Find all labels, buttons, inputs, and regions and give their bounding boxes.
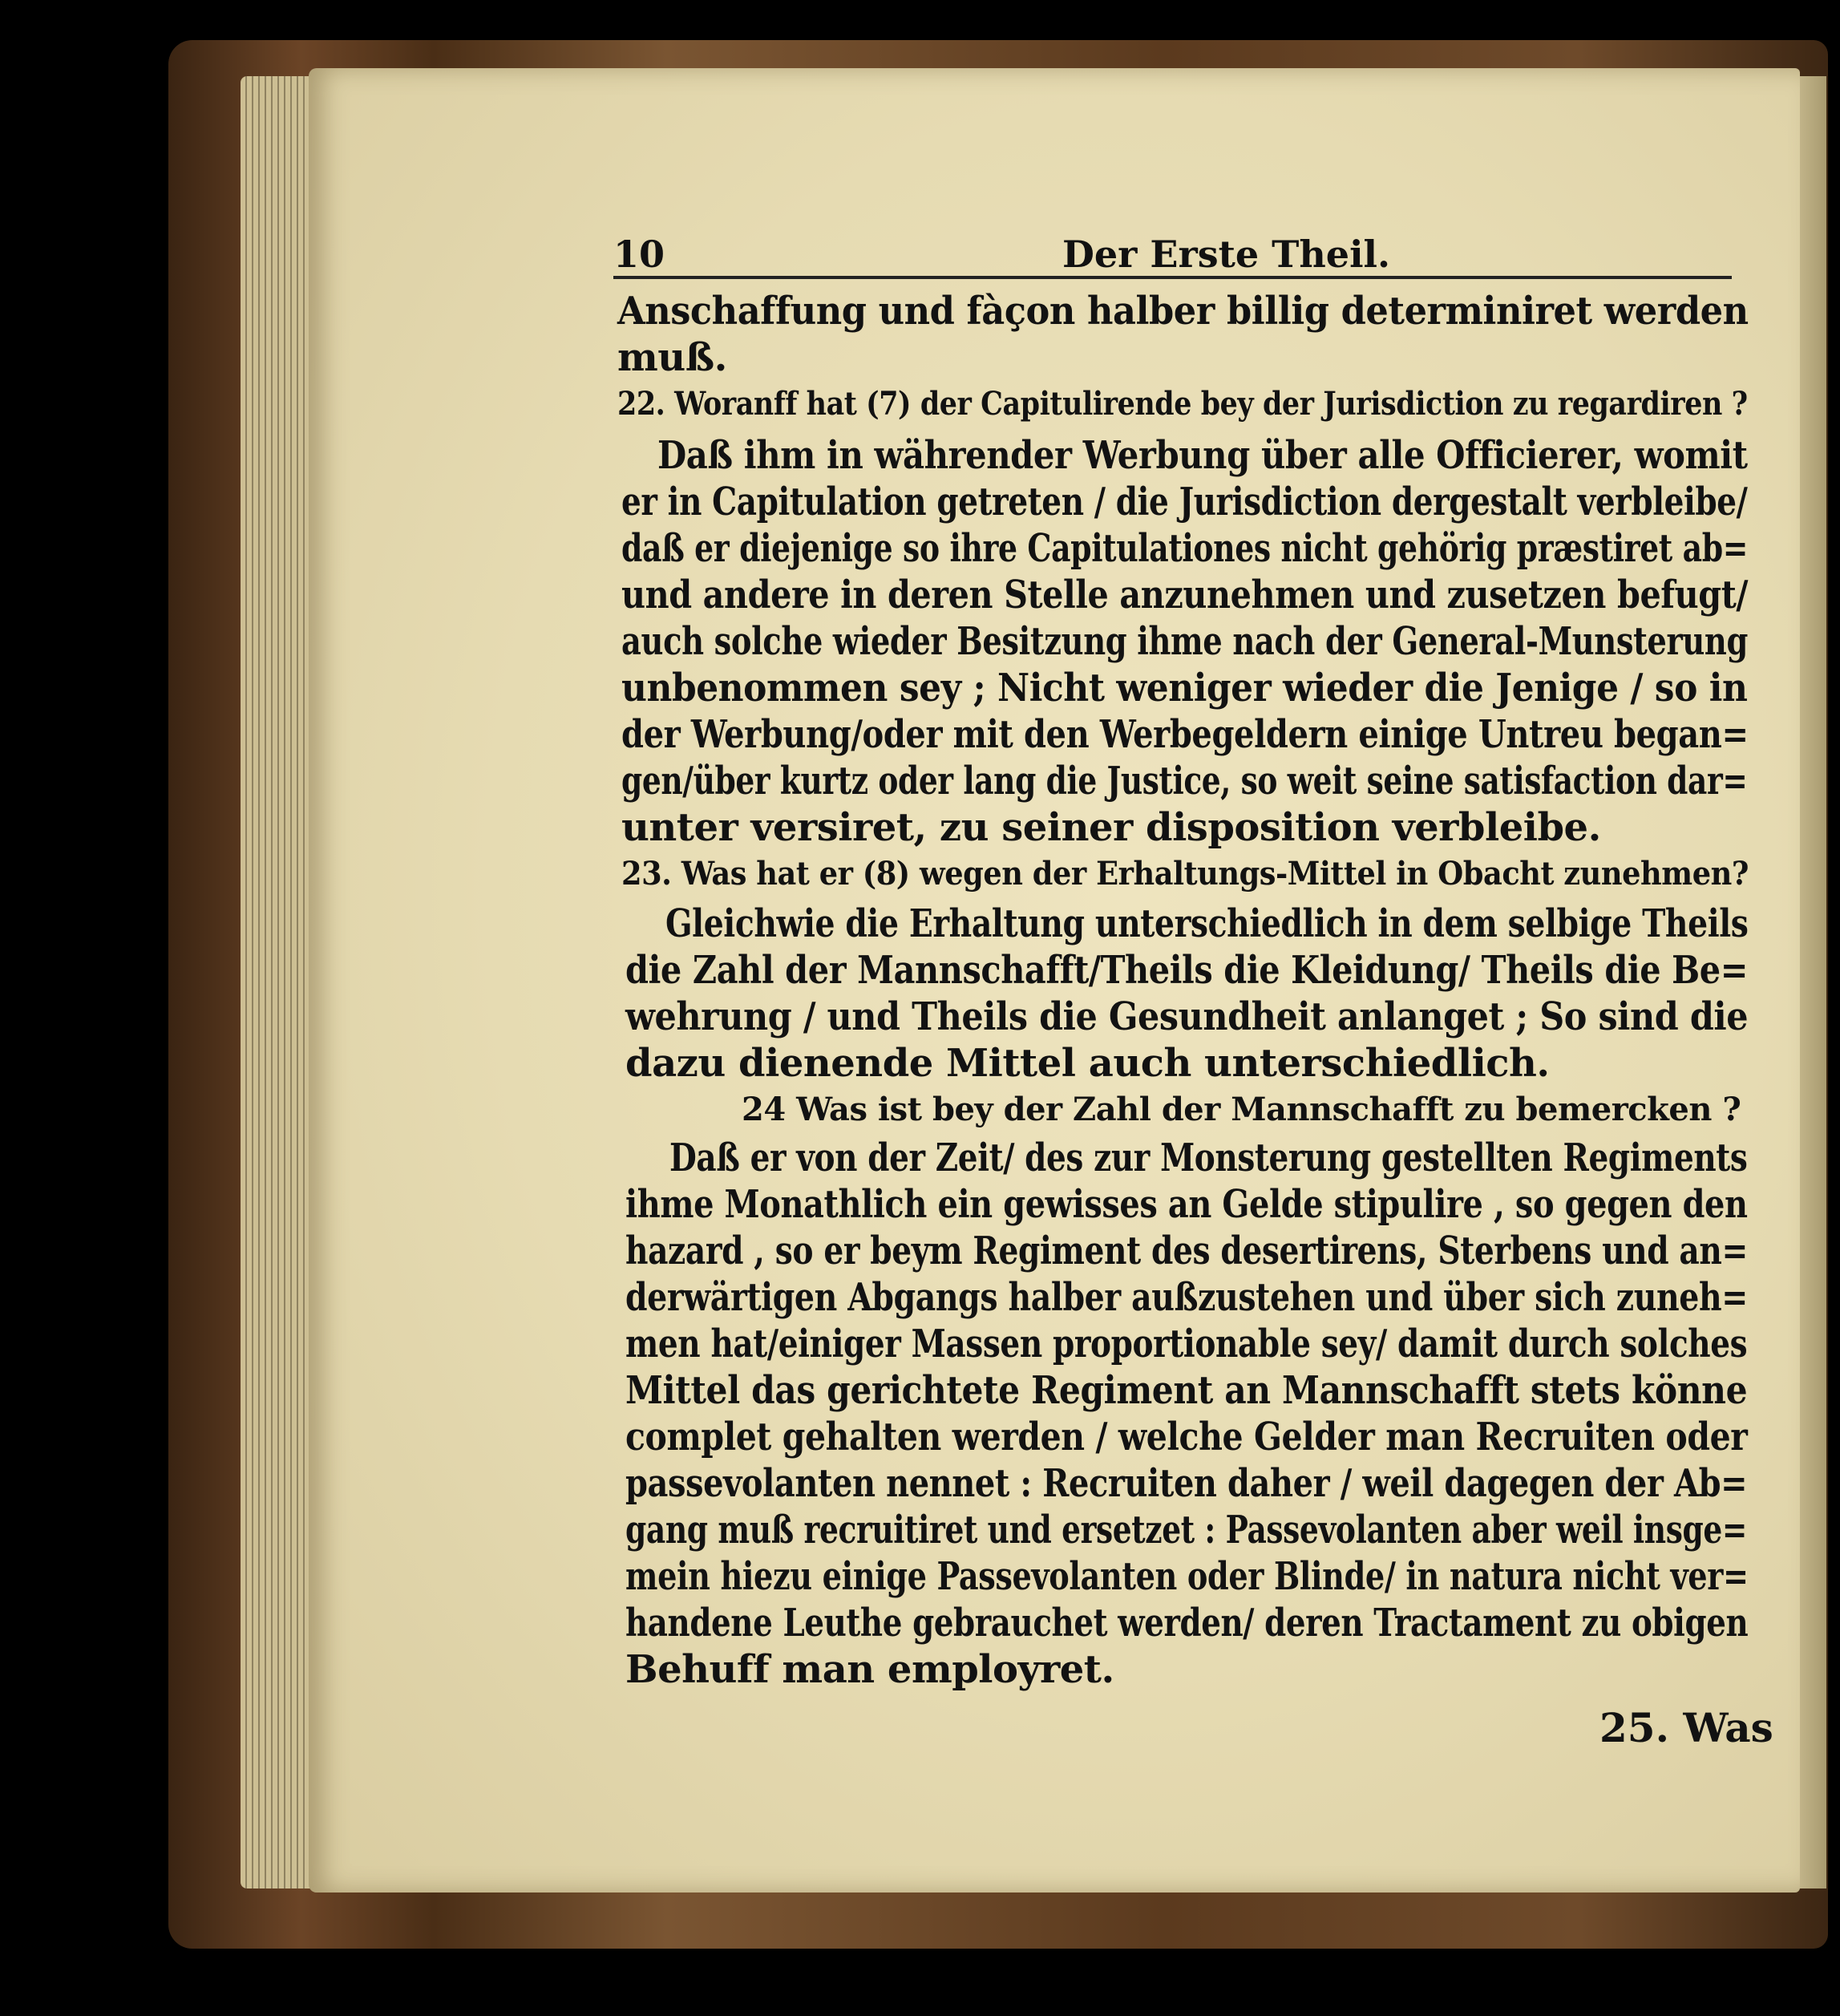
text-line: gen/über kurtz oder lang die Justice, so weit seine satisfaction dar= xyxy=(621,759,1748,804)
header-rule xyxy=(613,276,1732,279)
question-heading: 24 Was ist bey der Zahl der Mannschafft zu bemercken ? xyxy=(742,1091,1741,1128)
text-line: complet gehalten werden / welche Gelder man Recruiten oder xyxy=(625,1415,1748,1459)
text-line: Gleichwie die Erhaltung unterschiedlich in dem selbige Theils xyxy=(665,901,1749,946)
text-line: der Werbung/oder mit den Werbegeldern einige Untreu began= xyxy=(621,712,1749,757)
text-line: muß. xyxy=(617,335,727,380)
text-line: daß er diejenige so ihre Capitulationes nicht gehörig præstiret ab= xyxy=(621,526,1748,571)
text-line: Daß er von der Zeit/ des zur Monsterung gestellten Regiments xyxy=(669,1136,1748,1180)
text-line: gang muß recruitiret und ersetzet : Passevolanten aber weil insge= xyxy=(625,1508,1748,1552)
text-line: die Zahl der Mannschafft/Theils die Kleidung/ Theils die Be= xyxy=(625,948,1749,993)
text-line: unbenommen sey ; Nicht weniger wieder die Jenige / so in xyxy=(621,666,1748,710)
text-line: hazard , so er beym Regiment des desertirens, Sterbens und an= xyxy=(625,1229,1748,1273)
text-line: ihme Monathlich ein gewisses an Gelde stipulire , so gegen den xyxy=(625,1182,1748,1227)
text-line: er in Capitulation getreten / die Jurisdiction dergestalt verbleibe/ xyxy=(621,480,1748,524)
question-heading: 22. Woranff hat (7) der Capitulirende bey der Jurisdiction zu regardiren ? xyxy=(617,385,1748,423)
text-line: derwärtigen Abgangs halber außzustehen und über sich zuneh= xyxy=(625,1275,1748,1320)
text-line: men hat/einiger Massen proportionable sey/ damit durch solches xyxy=(625,1322,1748,1366)
text-line: und andere in deren Stelle anzunehmen und zusetzen befugt/ xyxy=(621,573,1749,617)
text-line: passevolanten nennet : Recruiten daher / weil dagegen der Ab= xyxy=(625,1461,1748,1506)
catchword: 25. Was xyxy=(1599,1704,1773,1751)
page-header xyxy=(613,233,1732,281)
text-line: dazu dienende Mittel auch unterschiedlich. xyxy=(625,1041,1550,1086)
text-line: Daß ihm in währender Werbung über alle Officierer, womit xyxy=(657,433,1748,478)
running-title: Der Erste Theil. xyxy=(1062,233,1391,276)
text-line: Behuff man employret. xyxy=(625,1647,1114,1692)
text-line: wehrung / und Theils die Gesundheit anlanget ; So sind die xyxy=(625,994,1749,1039)
text-line: Anschaffung und fàçon halber billig determiniret werden xyxy=(617,289,1749,334)
text-line: auch solche wieder Besitzung ihme nach der General-Munsterung xyxy=(621,619,1748,664)
text-line: Mittel das gerichtete Regiment an Mannschafft stets könne xyxy=(625,1368,1748,1413)
text-line: unter versiret, zu seiner disposition verbleibe. xyxy=(621,805,1601,850)
page-number: 10 xyxy=(613,233,665,276)
text-line: mein hiezu einige Passevolanten oder Blinde/ in natura nicht ver= xyxy=(625,1554,1749,1599)
text-line: handene Leuthe gebrauchet werden/ deren Tractament zu obigen xyxy=(625,1601,1749,1646)
question-heading: 23. Was hat er (8) wegen der Erhaltungs-Mittel in Obacht zunehmen? xyxy=(621,855,1749,893)
